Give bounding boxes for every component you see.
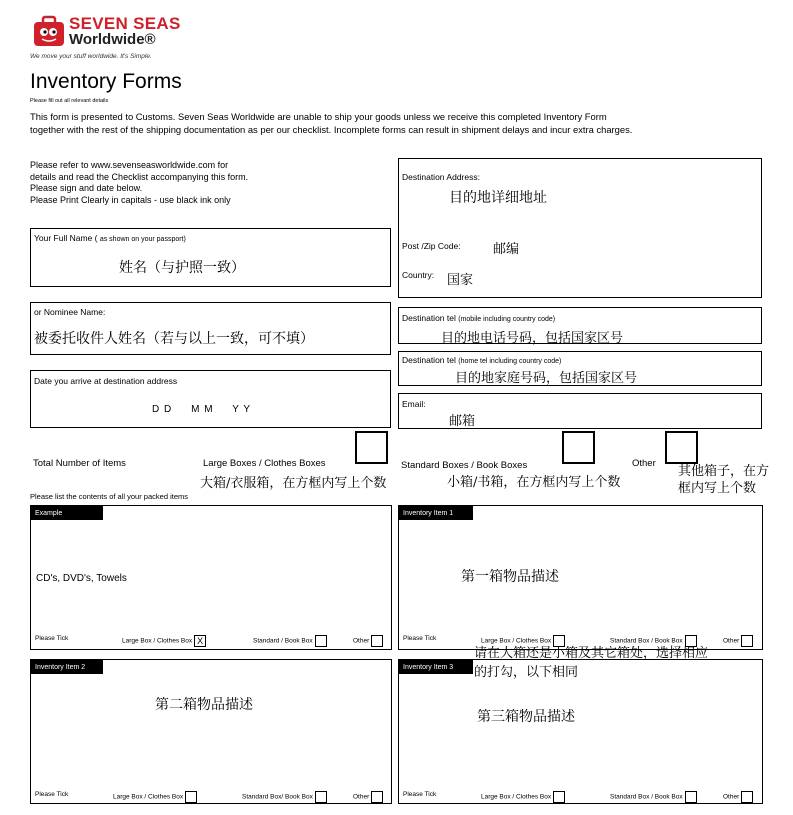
standard-box-checkbox[interactable]: [315, 791, 327, 803]
other-box-checkbox: [371, 635, 383, 647]
mobile-label: Destination tel (mobile including country code): [402, 313, 556, 323]
suitcase-logo-icon: [30, 14, 66, 48]
other-box-checkbox[interactable]: [741, 635, 753, 647]
arrival-date-label: Date you arrive at destination address: [34, 376, 178, 386]
intro-text-2: together with the rest of the shipping documentation as per our checklist. Incomplete forms can result in shipment delays and incur extra charges.: [30, 124, 633, 135]
inventory-item-3-hint: 第三箱物品描述: [477, 709, 575, 725]
full-name-hint: 姓名（与护照一致）: [119, 260, 245, 276]
inventory-item-1-hint: 第一箱物品描述: [461, 569, 559, 585]
page-title: Inventory Forms: [30, 70, 182, 93]
email-field[interactable]: [398, 393, 762, 429]
instruction-line: Please sign and date below.: [30, 183, 143, 193]
home-tel-field[interactable]: [398, 351, 762, 386]
other-boxes-hint: 其他箱子，在方 框内写上个数: [678, 464, 770, 496]
dest-address-label: Destination Address:: [402, 172, 480, 182]
email-label: Email:: [402, 399, 426, 409]
inventory-item-2-box[interactable]: [30, 659, 392, 804]
instructions: [30, 160, 248, 206]
full-name-label: Your Full Name ( as shown on your passport): [34, 233, 186, 243]
other-boxes-count-box[interactable]: [665, 431, 698, 464]
nominee-label: or Nominee Name:: [34, 307, 106, 317]
mobile-hint: 目的地电话号码，包括国家区号: [441, 331, 624, 346]
inventory-item-2-tag: Inventory Item 2: [31, 660, 103, 674]
other-box-checkbox[interactable]: [741, 791, 753, 803]
item-3-tick-row: Please Tick Large Box / Clothes Box Standard Box / Book Box Other: [403, 791, 761, 798]
country-hint: 国家: [447, 273, 474, 288]
brand-name: SEVEN SEAS: [69, 14, 181, 33]
postcode-hint: 邮编: [493, 242, 520, 257]
standard-boxes-label: Standard Boxes / Book Boxes: [401, 460, 528, 471]
logo: [30, 14, 200, 64]
instruction-line: details and read the Checklist accompanying this form.: [30, 171, 249, 182]
home-label: Destination tel (home tel including country code): [402, 355, 562, 365]
instruction-line: Please Print Clearly in capitals - use black ink only: [30, 194, 231, 205]
home-hint: 目的地家庭号码，包括国家区号: [455, 371, 638, 386]
large-boxes-count-box[interactable]: [355, 431, 388, 464]
full-name-field[interactable]: [30, 228, 391, 287]
item-1-tick-row: Please Tick Large Box / Clothes Box Standard Box / Book Box Other: [403, 635, 761, 642]
example-tick-row: Please Tick Large Box / Clothes Box X Standard / Book Box Other: [35, 635, 389, 642]
large-boxes-label: Large Boxes / Clothes Boxes: [203, 458, 326, 469]
standard-boxes-count-box[interactable]: [562, 431, 595, 464]
example-text: CD's, DVD's, Towels: [36, 573, 127, 584]
large-box-checkbox[interactable]: [553, 791, 565, 803]
instruction-line: Please refer to www.sevenseasworldwide.com for: [30, 160, 229, 170]
inventory-item-2-hint: 第二箱物品描述: [155, 697, 253, 713]
email-hint: 邮箱: [449, 414, 476, 429]
arrival-date-field[interactable]: [30, 370, 391, 428]
mobile-tel-field[interactable]: [398, 307, 762, 344]
standard-box-checkbox: [315, 635, 327, 647]
example-tag: Example: [31, 506, 103, 520]
inventory-item-1-box[interactable]: [398, 505, 763, 650]
country-label: Country:: [402, 270, 435, 280]
example-item-box: [30, 505, 392, 650]
tick-instruction-note: 请在大箱还是小箱及其它箱处，选择相应 的打勾，以下相同: [474, 646, 709, 680]
brand-tagline: We move your stuff worldwide. It's Simple.: [30, 53, 152, 60]
intro-text-1: This form is presented to Customs. Seven Seas Worldwide are unable to ship your goods unless we receive this completed Inventory Form: [30, 111, 607, 122]
fill-note: Please fill out all relevant details: [30, 98, 109, 104]
large-box-checkbox: X: [194, 635, 206, 647]
dest-address-hint: 目的地详细地址: [449, 190, 547, 206]
other-box-checkbox[interactable]: [371, 791, 383, 803]
brand-name-sub: Worldwide®: [69, 31, 156, 48]
item-2-tick-row: Please Tick Large Box / Clothes Box Standard Box/ Book Box Other: [35, 791, 389, 798]
other-boxes-label: Other: [632, 458, 656, 469]
large-boxes-hint: 大箱/衣服箱，在方框内写上个数: [200, 476, 387, 491]
contents-label: Please list the contents of all your packed items: [30, 492, 188, 501]
total-items-label: Total Number of Items: [33, 458, 126, 469]
nominee-hint: 被委托收件人姓名（若与以上一致，可不填）: [34, 331, 314, 347]
inventory-item-3-tag: Inventory Item 3: [399, 660, 473, 674]
inventory-item-1-tag: Inventory Item 1: [399, 506, 473, 520]
large-box-checkbox[interactable]: [185, 791, 197, 803]
destination-address-field[interactable]: [398, 158, 762, 298]
nominee-name-field[interactable]: [30, 302, 391, 355]
postcode-label: Post /Zip Code:: [402, 241, 461, 251]
date-format: D D M M Y Y: [152, 404, 252, 415]
standard-boxes-hint: 小箱/书箱，在方框内写上个数: [447, 475, 621, 490]
standard-box-checkbox[interactable]: [685, 791, 697, 803]
